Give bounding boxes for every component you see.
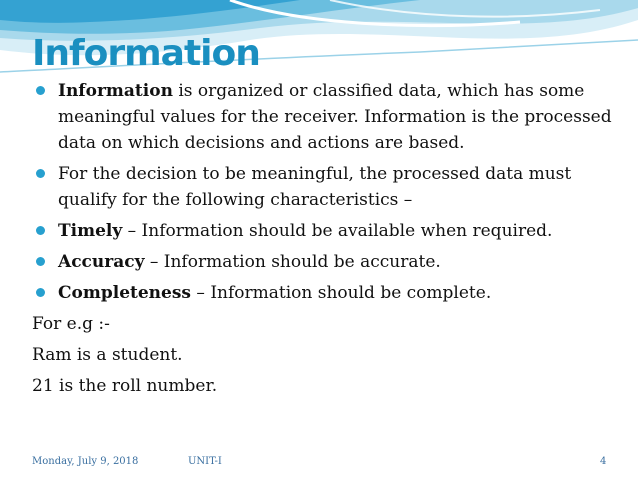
footer-date: Monday, July 9, 2018 <box>32 456 139 467</box>
bullet-item-completeness <box>32 280 612 306</box>
bullet-bold-term: Accuracy <box>58 252 145 272</box>
bullet-dot-icon <box>36 86 45 95</box>
example-line: 21 is the roll number. <box>32 376 218 396</box>
bullet-bold-term: Timely <box>58 221 123 241</box>
bullet-dot-icon <box>36 169 45 178</box>
bullet-item-decision <box>32 161 612 213</box>
bullet-bold-term: Completeness <box>58 283 192 303</box>
slide-content <box>32 78 612 404</box>
bullet-dot-icon <box>36 257 45 266</box>
bullet-item-accuracy <box>32 249 612 275</box>
bullet-item-information <box>32 78 612 156</box>
example-line: Ram is a student. <box>32 345 183 365</box>
bullet-bold-term: Information <box>58 81 173 101</box>
slide-title: Information <box>32 33 260 74</box>
bullet-item-timely <box>32 218 612 244</box>
bullet-text: For the decision to be meaningful, the processed data must qualify for the following characteristics – <box>58 164 572 210</box>
bullet-text: is organized or classified data, which has some meaningful values for the receiver. Information is the processed data on which decisions and actions are based. <box>58 81 612 153</box>
footer-page-number: 4 <box>600 456 607 467</box>
bullet-dot-icon <box>36 226 45 235</box>
footer-unit: UNIT-I <box>188 456 222 467</box>
bullet-dot-icon <box>36 288 45 297</box>
bullet-text: – Information should be complete. <box>191 283 492 303</box>
bullet-text: – Information should be available when required. <box>122 221 553 241</box>
bullet-text: – Information should be accurate. <box>144 252 441 272</box>
example-line: For e.g :- <box>32 314 110 334</box>
